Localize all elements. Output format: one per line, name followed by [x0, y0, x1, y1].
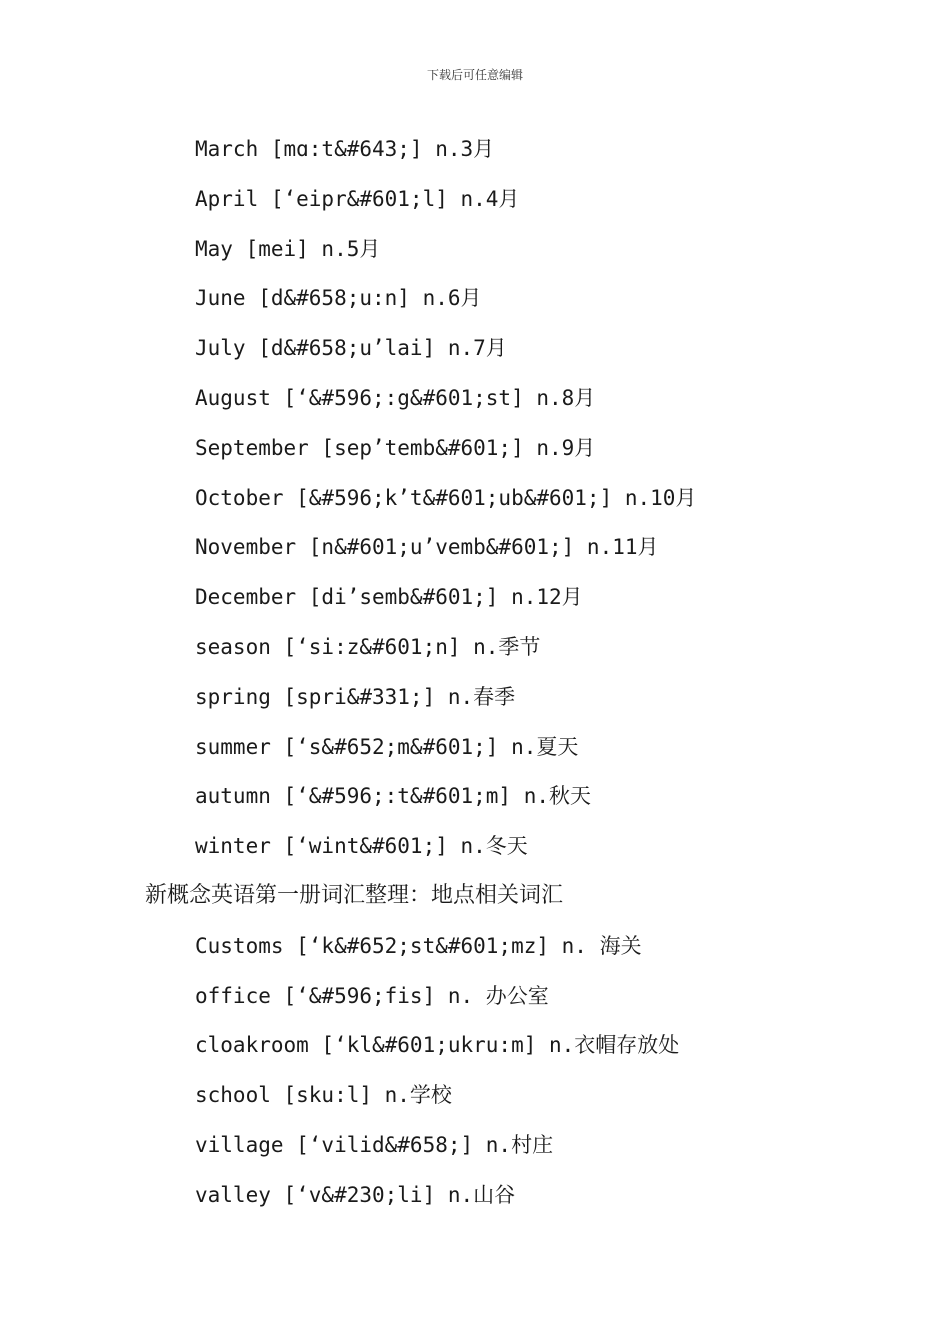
vocab-entry-office: office [‘&#596;fis] n. 办公室 [195, 983, 549, 1008]
section-heading: 新概念英语第一册词汇整理：地点相关词汇 [145, 882, 564, 908]
vocab-entry-december: December [di’semb&#601;] n.12月 [195, 585, 583, 610]
vocab-entry-customs: Customs [‘k&#652;st&#601;mz] n. 海关 [195, 933, 642, 958]
vocab-entry-school: school [sku:l] n.学校 [195, 1083, 452, 1108]
vocab-entry-august: August [‘&#596;:g&#601;st] n.8月 [195, 385, 596, 410]
vocab-entry-valley: valley [‘v&#230;li] n.山谷 [195, 1182, 516, 1207]
vocab-entry-july: July [d&#658;u’lai] n.7月 [195, 336, 507, 361]
vocab-entry-winter: winter [‘wint&#601;] n.冬天 [195, 834, 528, 859]
vocab-entry-spring: spring [spri&#331;] n.春季 [195, 684, 516, 709]
vocab-entry-november: November [n&#601;u’vemb&#601;] n.11月 [195, 535, 659, 560]
vocabulary-list [0, 133, 950, 1229]
vocab-entry-season: season [‘si:z&#601;n] n.季节 [195, 634, 541, 659]
vocab-entry-summer: summer [‘s&#652;m&#601;] n.夏天 [195, 734, 579, 759]
vocab-entry-march: March [mɑ:t&#643;] n.3月 [195, 137, 495, 161]
vocab-entry-village: village [‘vilid&#658;] n.村庄 [195, 1132, 554, 1157]
vocab-entry-september: September [sep’temb&#601;] n.9月 [195, 435, 596, 460]
page-header: 下载后可任意编辑 [426, 68, 523, 82]
vocab-entry-may: May [mei] n.5月 [195, 236, 381, 261]
vocab-entry-june: June [d&#658;u:n] n.6月 [195, 286, 482, 311]
vocab-entry-cloakroom: cloakroom [‘kl&#601;ukru:m] n.衣帽存放处 [195, 1033, 680, 1058]
vocab-entry-april: April [‘eipr&#601;l] n.4月 [195, 186, 520, 211]
vocab-entry-october: October [&#596;k’t&#601;ub&#601;] n.10月 [195, 485, 697, 510]
vocab-entry-autumn: autumn [‘&#596;:t&#601;m] n.秋天 [195, 784, 592, 809]
